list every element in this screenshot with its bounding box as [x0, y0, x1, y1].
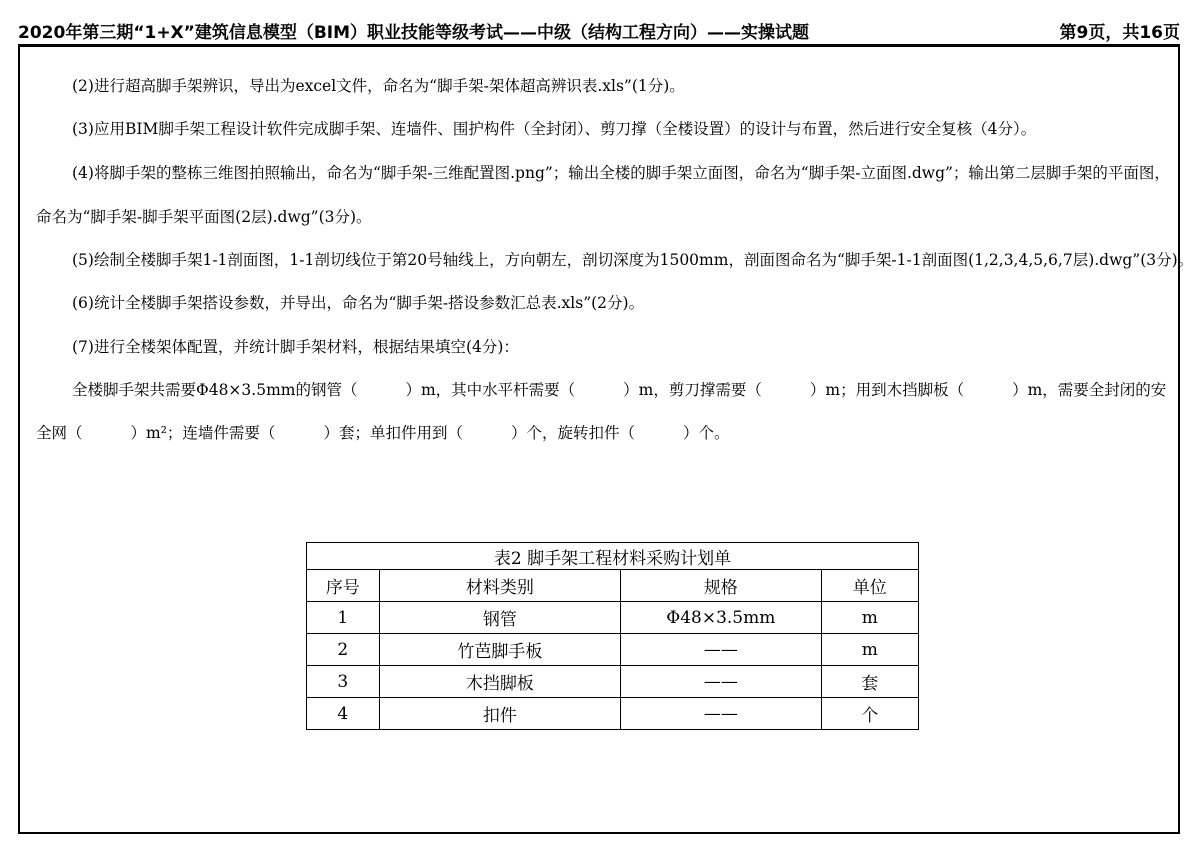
table-cell: m [821, 602, 918, 634]
item-2: (2)进行超高脚手架辨识，导出为excel文件，命名为“脚手架-架体超高辨识表.xls”(1分)。 [72, 77, 685, 95]
fill-blank-line2 [36, 421, 729, 443]
table-cell: 套 [821, 666, 918, 698]
header-cell: 序号 [307, 570, 380, 602]
item-6: (6)统计全楼脚手架搭设参数，并导出，命名为“脚手架-搭设参数汇总表.xls”(2分)。 [72, 294, 645, 312]
table-cell: 个 [821, 698, 918, 730]
item-7: (7)进行全楼架体配置，并统计脚手架材料，根据结果填空(4分)： [72, 338, 519, 356]
page-header [18, 14, 1180, 44]
fill-blank-line1 [72, 378, 1166, 400]
table-caption-row [307, 543, 919, 570]
table-row [307, 602, 919, 634]
item-5: (5)绘制全楼脚手架1-1剖面图，1-1剖切线位于第20号轴线上，方向朝左，剖切深度为1500mm，剖面图命名为“脚手架-1-1剖面图(1,2,3,4,5,6,7层).dwg”(3分)。 [72, 251, 1194, 269]
item-3: (3)应用BIM脚手架工程设计软件完成脚手架、连墙件、围护构件（全封闭）、剪刀撑（全楼设置）的设计与布置，然后进行安全复核（4分）。 [72, 120, 1037, 138]
table-caption: 表2 脚手架工程材料采购计划单 [307, 543, 919, 570]
table-row [307, 634, 919, 666]
table-cell: —— [621, 634, 821, 666]
fill-text: ）套；单扣件用到（ [323, 424, 463, 442]
fill-text: ）m，需要全封闭的安 [1012, 381, 1167, 399]
table-cell: 4 [307, 698, 380, 730]
table-cell: 扣件 [379, 698, 621, 730]
fill-text: ）m²；连墙件需要（ [130, 424, 276, 442]
header-cell: 材料类别 [379, 570, 621, 602]
table-cell: 钢管 [379, 602, 621, 634]
table-cell: 竹芭脚手板 [379, 634, 621, 666]
fill-text: ）m；用到木挡脚板（ [809, 381, 965, 399]
item-4-line2: 命名为“脚手架-脚手架平面图(2层).dwg”(3分)。 [36, 208, 372, 226]
exam-title: 2020年第三期“1+X”建筑信息模型（BIM）职业技能等级考试——中级（结构工程方向）——实操试题 [18, 23, 810, 43]
fill-text: ）m，剪刀撑需要（ [623, 381, 762, 399]
table-row [307, 666, 919, 698]
table-cell: Φ48×3.5mm [621, 602, 821, 634]
table-cell: 木挡脚板 [379, 666, 621, 698]
header-cell: 规格 [621, 570, 821, 602]
table-cell: m [821, 634, 918, 666]
material-plan-table [306, 542, 919, 730]
table-cell: —— [621, 666, 821, 698]
table-cell: 3 [307, 666, 380, 698]
item-4-line1: (4)将脚手架的整栋三维图拍照输出，命名为“脚手架-三维配置图.png”；输出全楼的脚手架立面图，命名为“脚手架-立面图.dwg”；输出第二层脚手架的平面图， [72, 164, 1170, 182]
table-cell: 2 [307, 634, 380, 666]
header-cell: 单位 [821, 570, 918, 602]
fill-text: ）m，其中水平杆需要（ [405, 381, 576, 399]
table-cell: —— [621, 698, 821, 730]
table-cell: 1 [307, 602, 380, 634]
fill-text: ）个，旋转扣件（ [510, 424, 635, 442]
table-row [307, 698, 919, 730]
fill-text: 全楼脚手架共需要Φ48×3.5mm的钢管（ [72, 381, 358, 399]
table-header-row [307, 570, 919, 602]
fill-text: 全网（ [36, 424, 83, 442]
page-number: 第9页，共16页 [1059, 23, 1180, 43]
fill-text: ）个。 [682, 424, 730, 442]
